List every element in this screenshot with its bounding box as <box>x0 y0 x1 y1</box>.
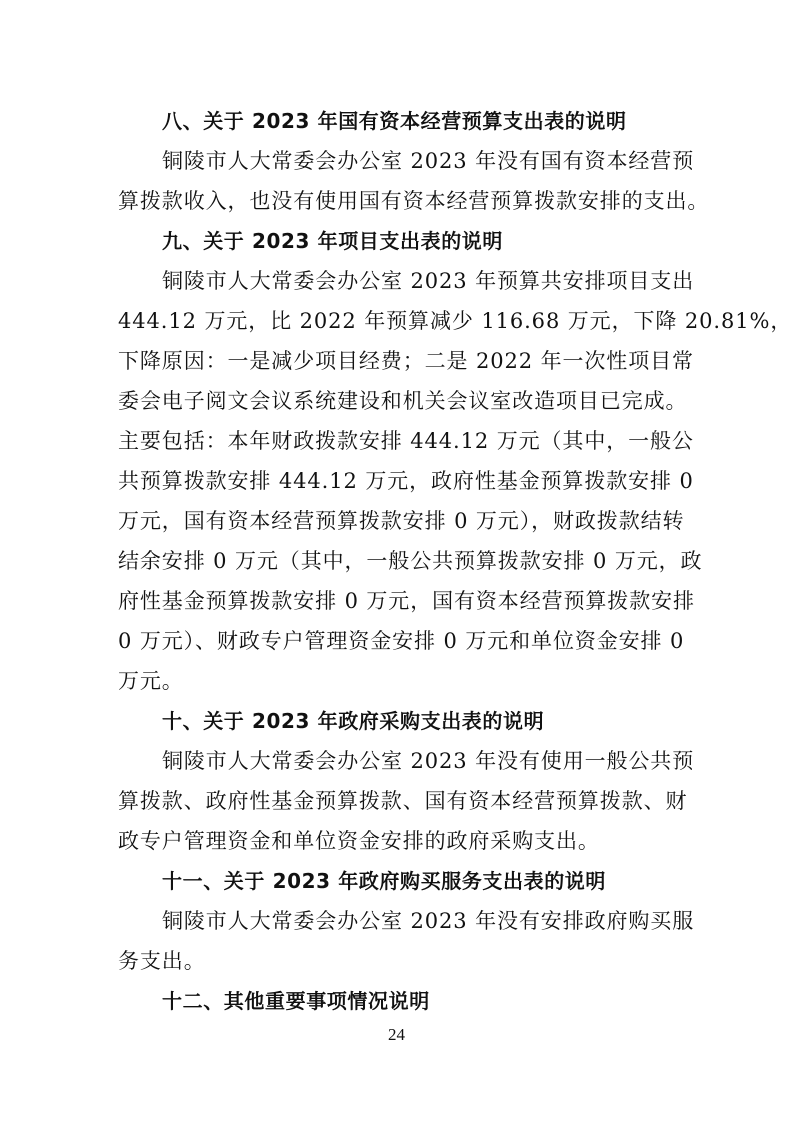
section-heading-11: 十一、关于 2023 年政府购买服务支出表的说明 <box>162 869 606 893</box>
paragraph-line: 万元。 <box>118 669 184 693</box>
paragraph-line: 下降原因：一是减少项目经费；二是 2022 年一次性项目常 <box>118 349 694 373</box>
paragraph-line: 委会电子阅文会议系统建设和机关会议室改造项目已完成。 <box>118 389 688 413</box>
paragraph-line: 共预算拨款安排 444.12 万元，政府性基金预算拨款安排 0 <box>118 469 694 493</box>
section-heading-10: 十、关于 2023 年政府采购支出表的说明 <box>162 709 545 733</box>
paragraph-line: 铜陵市人大常委会办公室 2023 年没有使用一般公共预 <box>162 749 695 773</box>
paragraph-line: 444.12 万元，比 2022 年预算减少 116.68 万元，下降 20.81%， <box>118 309 793 333</box>
section-heading-9: 九、关于 2023 年项目支出表的说明 <box>162 229 503 253</box>
paragraph-line: 政专户管理资金和单位资金安排的政府采购支出。 <box>118 829 600 853</box>
page-number: 24 <box>388 1025 405 1044</box>
section-heading-8: 八、关于 2023 年国有资本经营预算支出表的说明 <box>162 109 627 133</box>
paragraph-line: 算拨款收入，也没有使用国有资本经营预算拨款安排的支出。 <box>118 189 710 213</box>
paragraph-line: 铜陵市人大常委会办公室 2023 年预算共安排项目支出 <box>162 269 695 293</box>
paragraph-line: 铜陵市人大常委会办公室 2023 年没有国有资本经营预 <box>162 149 695 173</box>
section-heading-12: 十二、其他重要事项情况说明 <box>162 989 430 1013</box>
paragraph-line: 铜陵市人大常委会办公室 2023 年没有安排政府购买服 <box>162 909 695 933</box>
paragraph-line: 府性基金预算拨款安排 0 万元，国有资本经营预算拨款安排 <box>118 589 695 613</box>
paragraph-line: 万元，国有资本经营预算拨款安排 0 万元），财政拨款结转 <box>118 509 685 533</box>
paragraph-line: 0 万元）、财政专户管理资金安排 0 万元和单位资金安排 0 <box>118 629 685 653</box>
paragraph-line: 结余安排 0 万元（其中，一般公共预算拨款安排 0 万元，政 <box>118 549 703 573</box>
paragraph-line: 主要包括：本年财政拨款安排 444.12 万元（其中，一般公 <box>118 429 694 453</box>
paragraph-line: 务支出。 <box>118 949 206 973</box>
paragraph-line: 算拨款、政府性基金预算拨款、国有资本经营预算拨款、财 <box>118 789 688 813</box>
